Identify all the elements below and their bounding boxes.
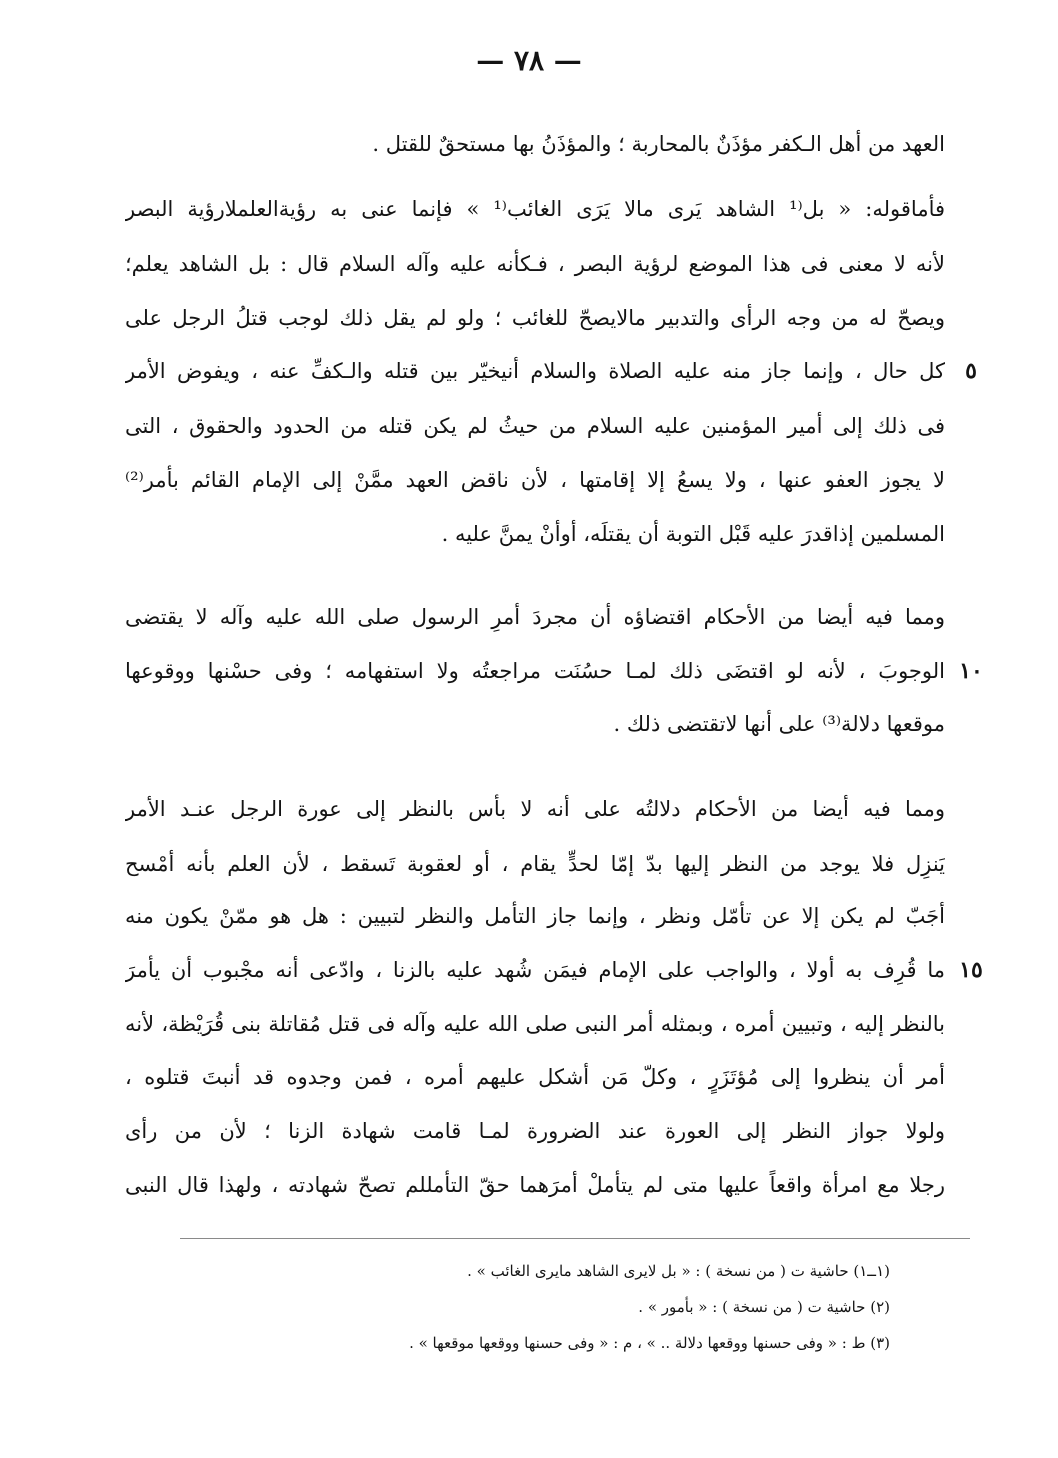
text-line: العهد من أهل الـكفر مؤذَنٌ بالمحاربة ؛ والمؤذَنُ بها مستحقٌ للقتل . [372,132,945,156]
text-line: موقعها دلالة⁽³⁾ على أنها لاتقتضى ذلك . [613,712,945,736]
line-number-15: ١٥ [959,957,983,983]
text-line: لا يجوز العفو عنها ، ولا يسعُ إلا إقامتها ، لأن ناقض العهد ممَّنْ إلى الإمام القائم بأمر⁽²⁾ [125,468,945,492]
text-line: كل حال ، وإنما جاز منه عليه الصلاة والسلام أنيخيّر بين قتله والـكفِّ عنه ، ويفوض الأمر [125,359,945,383]
text-line: ومما فيه أيضا من الأحكام دلالتُه على أنه لا بأس بالنظر إلى عورة الرجل عنـد الأمر [125,797,945,821]
text-line: بالنظر إليه ، وتبيين أمره ، وبمثله أمر النبى صلى الله عليه وآله فى قتل مُقاتلة بنى قُرَيْظة، لأنه [125,1012,945,1036]
footnote-1: (١ــ١) حاشية ت ( من نسخة ) : « بل لايرى الشاهد مايرى الغائب » . [467,1262,890,1280]
text-line: أمر أن ينظروا إلى مُؤتَزَرٍ ، وكلّ مَن أشكل عليهم أمره ، فمن وجدوه قد أنبتَ قتلوه ، [125,1065,945,1089]
text-line: يَنزِل فلا يوجد من النظر إليها بدّ إمّا لحدٍّ يقام ، أو لعقوبة تَسقط ، لأن العلم بأنه أمْسح [125,852,945,876]
text-line: ويصحّ له من وجه الرأى والتدبير مالايصحّ للغائب ؛ ولو لم يقل ذلك لوجب قتلُ الرجل على [125,306,945,330]
text-line: ولولا جواز النظر إلى العورة عند الضرورة لمـا قامت شهادة الزنا ؛ لأن من رأى [125,1119,945,1143]
text-line: رجلا مع امرأة واقعاً عليها متى لم يتأملْ أمرَهما حقّ التأمللم تصحّ شهادته ، ولهذا قال النبى [125,1173,945,1197]
footnote-3: (٣) ط : « وفى حسنها ووقعها دلالة .. » ، م : « وفى حسنها ووقعها موقعها » . [409,1334,890,1352]
text-line: لأنه لا معنى فى هذا الموضع لرؤية البصر ، فـكأنه عليه وآله السلام قال : بل الشاهد يعلم؛ [125,252,945,276]
line-number-10: ١٠ [959,658,983,684]
text-line: الوجوبَ ، لأنه لو اقتضَى ذلك لمـا حسُنَت مراجعتُه ولا استفهامه ؛ وفى حسْنها ووقوعها [125,659,945,683]
text-line: فأماقوله: « بل⁽¹ الشاهد يَرى مالا يَرَى الغائب⁽¹ » فإنما عنى به رؤيةالعلملارؤية البصر [125,197,945,221]
text-line: ما قُرِف به أولا ، والواجب على الإمام فيمَن شُهد عليه بالزنا ، وادّعى أنه مجْبوب أن يأمرَ [125,958,945,982]
text-line: فى ذلك إلى أمير المؤمنين عليه السلام من حيثُ لم يكن قتله من الحدود والحقوق ، التى [125,414,945,438]
line-number-5: ٥ [965,358,977,384]
text-line: ومما فيه أيضا من الأحكام اقتضاؤه أن مجردَ أمرِ الرسول صلى الله عليه وآله لا يقتضى [125,605,945,629]
text-line: المسلمين إذاقدرَ عليه قَبْل التوبة أن يقتلَه، أوأنْ يمنَّ عليه . [441,522,945,546]
page-number: — ٧٨ — [476,44,582,77]
footnote-2: (٢) حاشية ت ( من نسخة ) : « بأمور » . [638,1298,890,1316]
text-line: أجَبّ لم يكن إلا عن تأمّل ونظر ، وإنما جاز التأمل والنظر لتبيين : هل هو ممّنْ يكون منه [125,904,945,928]
footnote-divider [180,1238,970,1239]
